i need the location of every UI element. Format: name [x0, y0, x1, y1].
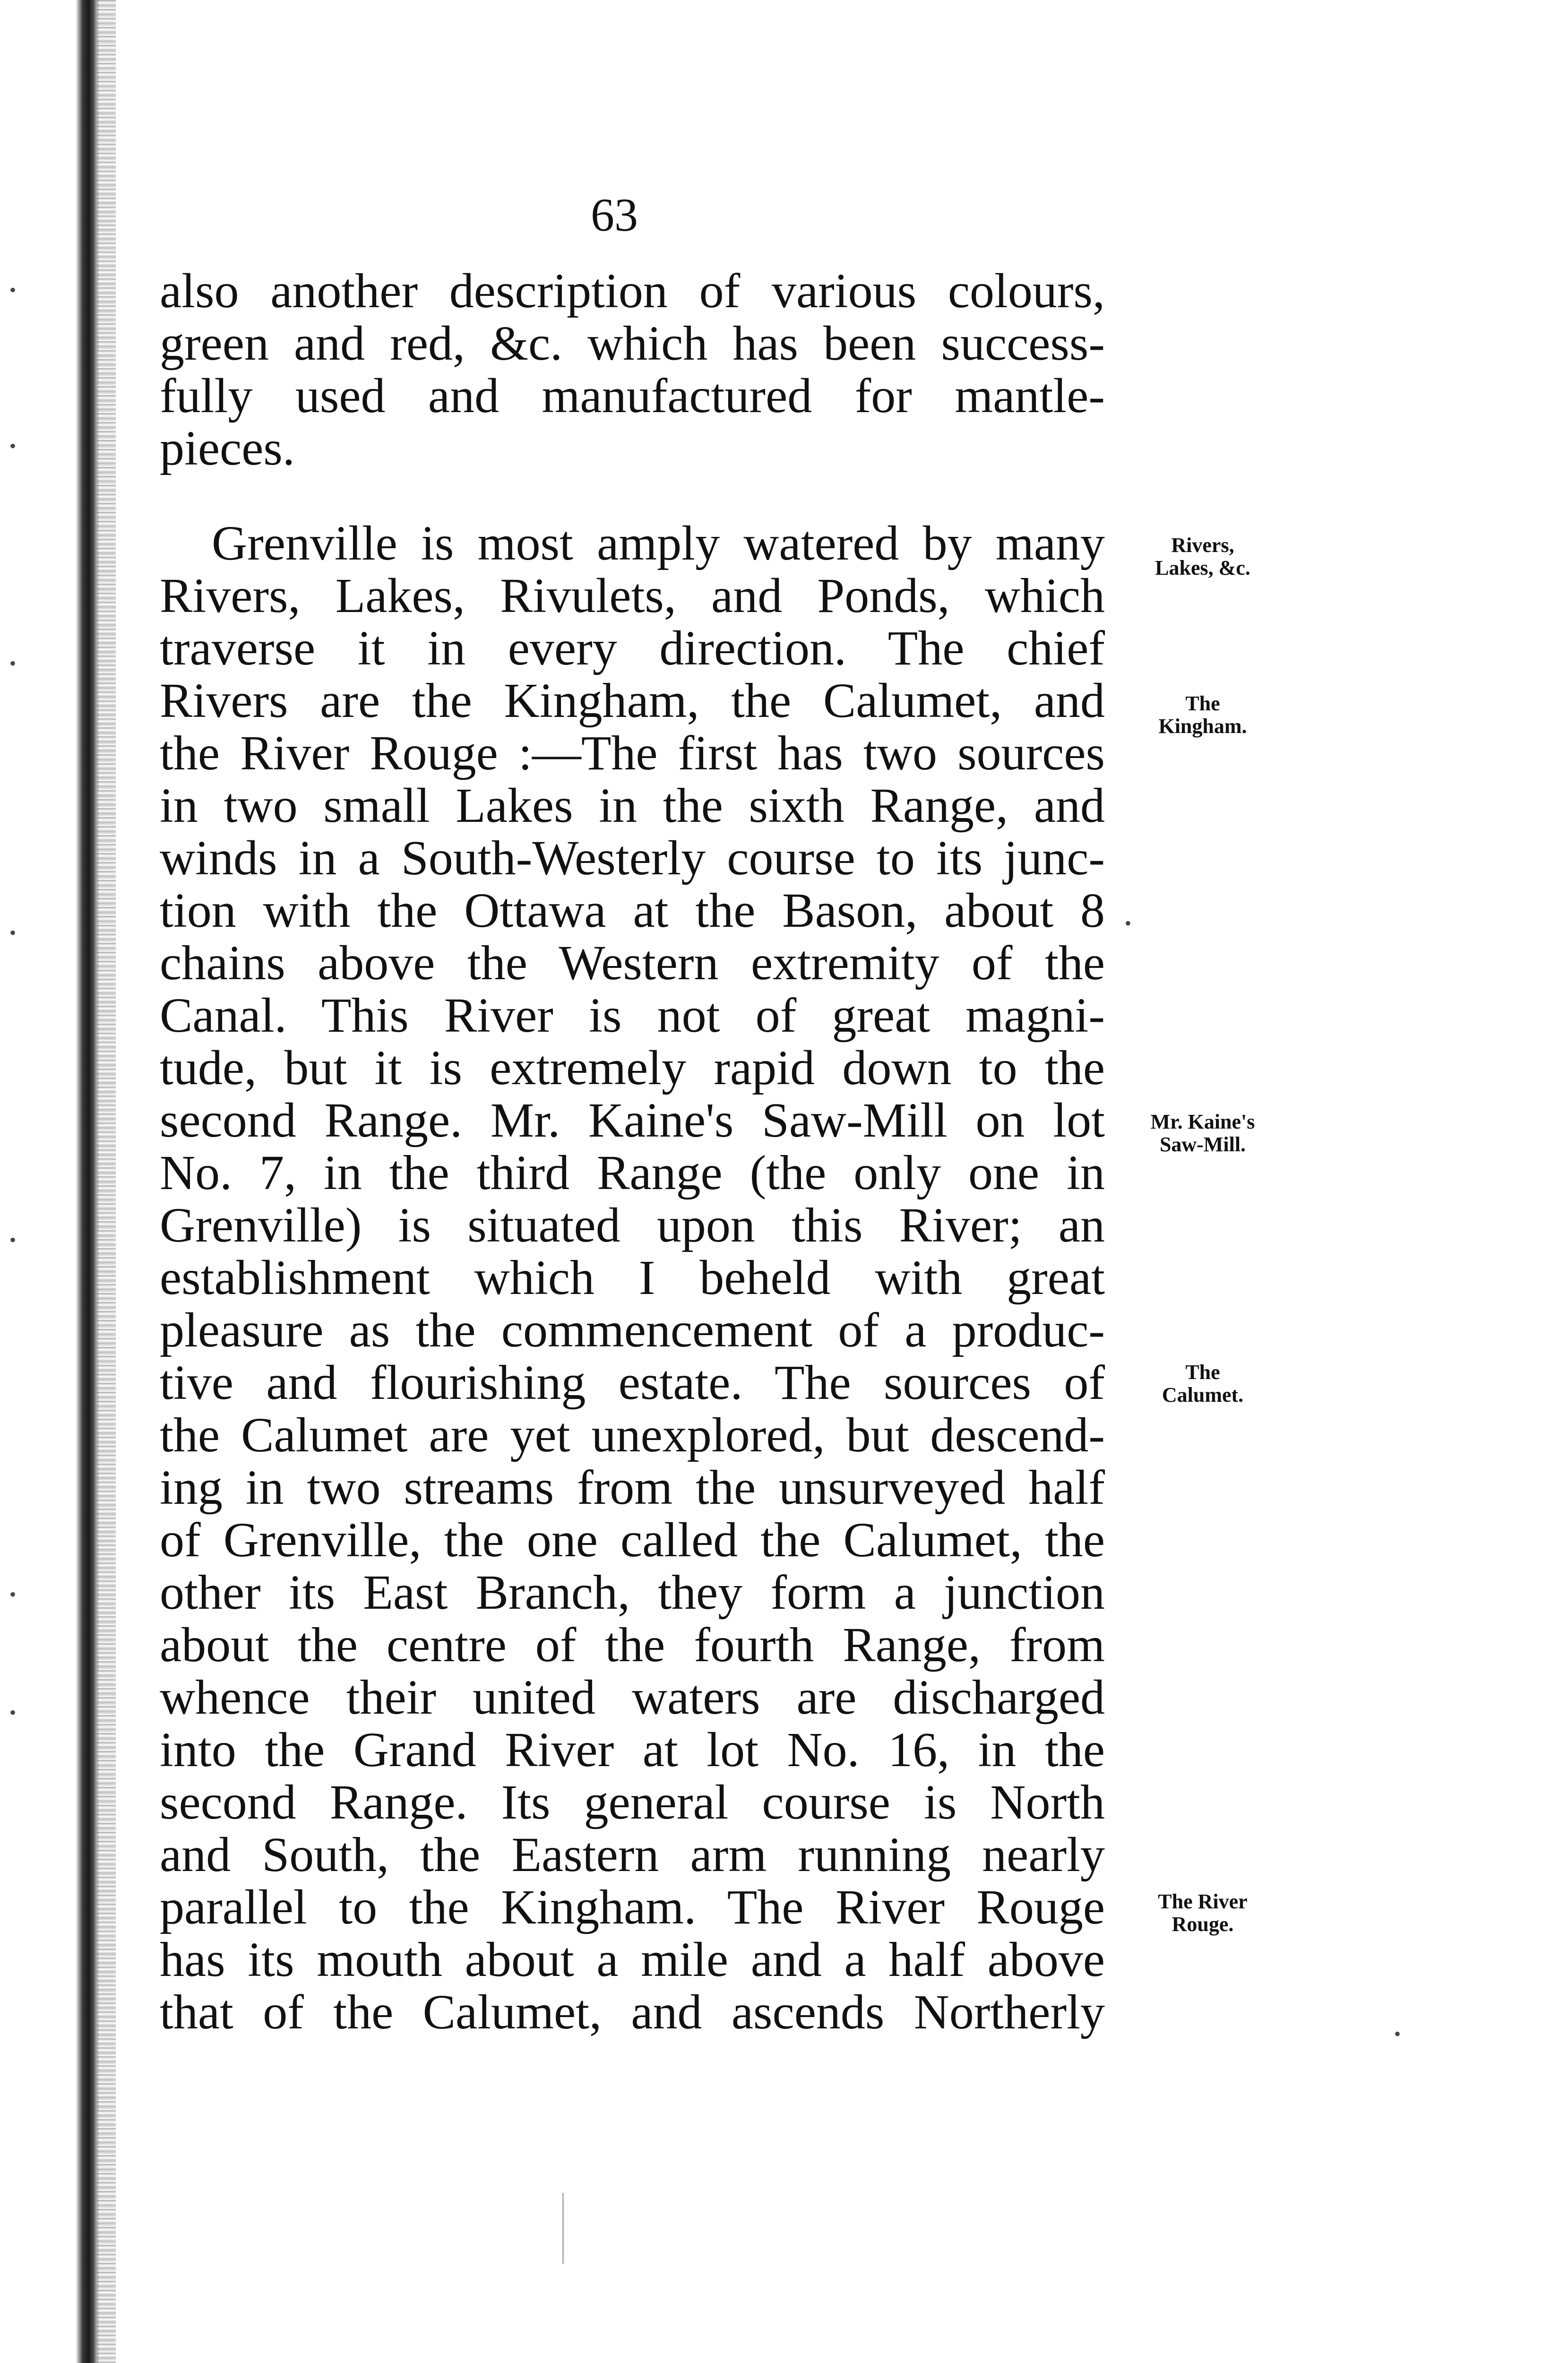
text-line: and South, the Eastern arm running nearly: [160, 1828, 1105, 1882]
text-line: also another description of various colours,: [160, 264, 1105, 318]
text-line: second Range. Mr. Kaine's Saw-Mill on lot: [160, 1093, 1105, 1147]
text-line: into the Grand River at lot No. 16, in the: [160, 1723, 1105, 1777]
text-line: second Range. Its general course is North: [160, 1775, 1105, 1829]
sidenote-line: The River: [1158, 1890, 1248, 1913]
text-line: the River Rouge :—The first has two sources: [160, 726, 1105, 780]
text-line: tive and flourishing estate. The sources of: [160, 1355, 1105, 1410]
sidenote-line: Saw-Mill.: [1159, 1133, 1246, 1156]
text-line: traverse it in every direction. The chief: [160, 621, 1105, 675]
sidenote-kaine-saw-mill: [1120, 1111, 1285, 1156]
body-text: [160, 265, 1105, 2038]
sidenote-line: Kingham.: [1158, 715, 1247, 738]
scan-speck: •: [1394, 2023, 1401, 2044]
scan-speck: •: [1125, 913, 1132, 934]
text-line: pleasure as the commencement of a produc-: [160, 1303, 1105, 1357]
sidenote-river-rouge: [1120, 1890, 1285, 1936]
text-line: fully used and manufactured for mantle-: [160, 369, 1105, 423]
sidenote-line: Rouge.: [1172, 1913, 1234, 1936]
paragraph-gap: [160, 474, 1105, 517]
text-line: No. 7, in the third Range (the only one in: [160, 1146, 1105, 1200]
scan-speck: •: [9, 1584, 17, 1605]
sidenote-line: Rivers,: [1171, 534, 1234, 557]
text-line: Rivers, Lakes, Rivulets, and Ponds, which: [160, 569, 1105, 623]
text-line: Grenville) is situated upon this River; an: [160, 1198, 1105, 1252]
text-line: chains above the Western extremity of the: [160, 936, 1105, 990]
sidenote-kingham: [1120, 692, 1285, 738]
scan-artifact-mark: [562, 2193, 573, 2264]
scan-speck: •: [9, 1229, 17, 1250]
text-line: tion with the Ottawa at the Bason, about 8: [160, 883, 1105, 938]
sidenote-rivers: [1120, 534, 1285, 579]
sidenote-line: The: [1185, 1361, 1220, 1384]
text-line: the Calumet are yet unexplored, but descend-: [160, 1408, 1105, 1462]
scan-speck: •: [9, 922, 17, 943]
binding-shadow: [76, 0, 99, 2363]
text-line: that of the Calumet, and ascends Northerly: [160, 1985, 1105, 2039]
scan-speck: •: [9, 279, 17, 301]
text-line: about the centre of the fourth Range, from: [160, 1618, 1105, 1672]
sidenote-line: Lakes, &c.: [1155, 556, 1250, 579]
text-line: establishment which I beheld with great: [160, 1250, 1105, 1305]
scan-speck: •: [9, 1702, 17, 1723]
sidenote-calumet: [1120, 1361, 1285, 1406]
text-line: whence their united waters are discharged: [160, 1670, 1105, 1725]
scan-speck: •: [9, 653, 17, 674]
text-line: Rivers are the Kingham, the Calumet, and: [160, 673, 1105, 728]
sidenote-line: Calumet.: [1162, 1383, 1244, 1406]
sidenote-line: The: [1185, 692, 1220, 715]
text-line: in two small Lakes in the sixth Range, and: [160, 778, 1105, 833]
text-line: green and red, &c. which has been success-: [160, 316, 1105, 371]
text-line: ing in two streams from the unsurveyed half: [160, 1460, 1105, 1515]
text-line: Canal. This River is not of great magni-: [160, 988, 1105, 1043]
scan-speck: •: [9, 435, 17, 457]
text-line: other its East Branch, they form a junction: [160, 1565, 1105, 1620]
text-line: of Grenville, the one called the Calumet, the: [160, 1513, 1105, 1567]
text-line: parallel to the Kingham. The River Rouge: [160, 1880, 1105, 1934]
binding-speckle: [97, 0, 116, 2363]
text-line: pieces.: [160, 421, 295, 475]
page-number: 63: [591, 189, 638, 241]
text-line: winds in a South-Westerly course to its junc-: [160, 831, 1105, 885]
text-line: Grenville is most amply watered by many: [212, 516, 1105, 570]
text-line: has its mouth about a mile and a half above: [160, 1932, 1105, 1987]
sidenote-line: Mr. Kaine's: [1150, 1110, 1255, 1133]
text-line: tude, but it is extremely rapid down to the: [160, 1041, 1105, 1095]
